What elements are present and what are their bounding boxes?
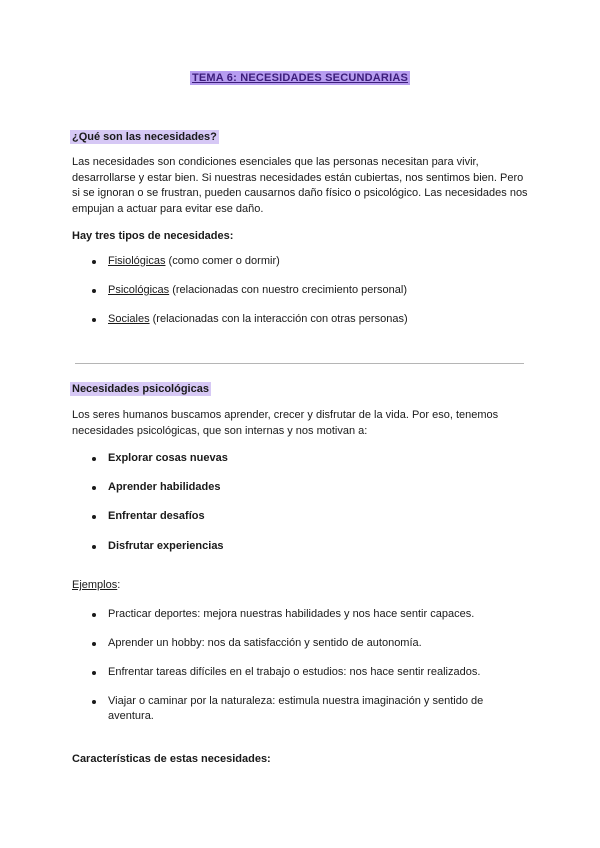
types-heading: Hay tres tipos de necesidades: — [72, 230, 234, 242]
motivation-text: Enfrentar desafíos — [108, 510, 205, 522]
bullet-icon — [92, 613, 96, 617]
bullet-icon — [92, 457, 96, 461]
section-heading-psychological-needs — [72, 382, 211, 397]
bullet-icon — [92, 545, 96, 549]
psychological-paragraph: Los seres humanos buscamos aprender, crecer y disfrutar de la vida. Por eso, tenemos necesidades psicológicas, que son internas y nos motivan a: — [72, 409, 499, 437]
examples-label-text: Ejemplos — [72, 579, 118, 591]
bullet-icon — [92, 515, 96, 519]
need-type-desc: (como comer o dormir) — [165, 255, 280, 267]
example-text: Aprender un hobby: nos da satisfacción y sentido de autonomía. — [108, 637, 422, 649]
section-heading-what-are-needs — [72, 130, 219, 145]
need-type-desc: (relacionadas con nuestro crecimiento personal) — [169, 284, 407, 296]
page-title — [0, 72, 600, 84]
section-heading-psychological-needs-text: Necesidades psicológicas — [72, 383, 209, 395]
bullet-icon — [92, 700, 96, 704]
bullet-icon — [92, 260, 96, 264]
page-title-text: TEMA 6: NECESIDADES SECUNDARIAS — [191, 72, 409, 84]
bullet-icon — [92, 642, 96, 646]
section-heading-what-are-needs-text: ¿Qué son las necesidades? — [72, 131, 217, 143]
intro-paragraph: Las necesidades son condiciones esenciales que las personas necesitan para vivir, desarrollarse y estar bien. Si nuestras necesidades están cubiertas, nos sentimos bien. Pero si se ignoran o se frustran, pueden causarnos daño físico o psicológico. Las necesidades nos empujan a actuar para evitar ese daño. — [72, 156, 528, 215]
need-type-term: Psicológicas — [108, 284, 170, 296]
motivation-text: Disfrutar experiencias — [108, 540, 224, 552]
characteristics-heading: Características de estas necesidades: — [72, 753, 271, 765]
examples-label — [72, 578, 120, 593]
examples-label-colon: : — [117, 579, 121, 591]
need-type-desc: (relacionadas con la interacción con otras personas) — [149, 313, 408, 325]
motivation-text: Aprender habilidades — [108, 481, 221, 493]
need-type-term: Fisiológicas — [108, 255, 166, 267]
bullet-icon — [92, 671, 96, 675]
example-text: Practicar deportes: mejora nuestras habilidades y nos hace sentir capaces. — [108, 608, 475, 620]
bullet-icon — [92, 486, 96, 490]
horizontal-divider — [75, 363, 524, 364]
bullet-icon — [92, 318, 96, 322]
need-type-term: Sociales — [108, 313, 150, 325]
motivation-text: Explorar cosas nuevas — [108, 452, 228, 464]
example-text: Viajar o caminar por la naturaleza: estimula nuestra imaginación y sentido de aventura. — [108, 695, 484, 722]
bullet-icon — [92, 289, 96, 293]
example-text: Enfrentar tareas difíciles en el trabajo o estudios: nos hace sentir realizados. — [108, 666, 481, 678]
